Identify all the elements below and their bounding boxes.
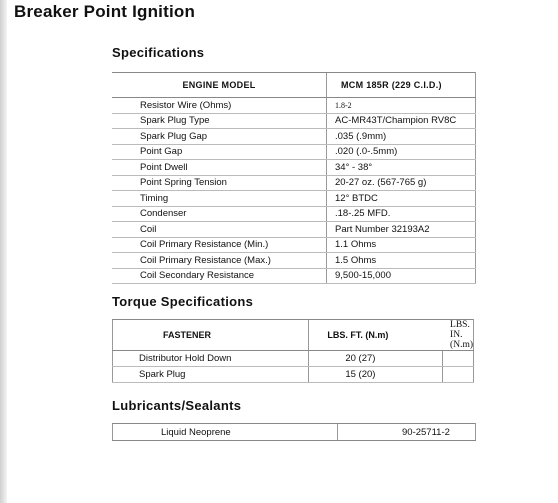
spec-label: Coil Primary Resistance (Min.) <box>112 237 327 253</box>
torque-lbs-in <box>442 351 473 367</box>
spec-value: AC-MR43T/Champion RV8C <box>327 113 476 129</box>
lubricant-name: Liquid Neoprene <box>113 424 338 441</box>
lubricants-table <box>112 423 476 441</box>
table-row <box>112 113 476 129</box>
torque-lbs-ft: 20 (27) <box>309 351 442 367</box>
table-row <box>112 268 476 284</box>
spec-value: 12° BTDC <box>327 191 476 207</box>
spec-label: Point Dwell <box>112 160 327 176</box>
table-row <box>112 160 476 176</box>
spec-value: 1.8-2 <box>327 98 476 114</box>
table-row <box>112 222 476 238</box>
torque-lbs-in <box>442 367 473 383</box>
lubricant-part-number: 90-25711-2 <box>338 424 476 441</box>
table-row <box>112 175 476 191</box>
spec-value: 34° - 38° <box>327 160 476 176</box>
torque-heading: Torque Specifications <box>112 294 254 309</box>
table-row <box>112 129 476 145</box>
page-title: Breaker Point Ignition <box>14 2 196 21</box>
column-header-fastener: FASTENER <box>113 320 309 351</box>
table-row <box>112 237 476 253</box>
spec-value: .035 (.9mm) <box>327 129 476 145</box>
column-header-lbs-in: LBS. IN. (N.m) <box>442 320 473 351</box>
page-edge-shadow <box>0 0 7 503</box>
spec-label: Point Gap <box>112 144 327 160</box>
table-row <box>112 98 476 114</box>
specifications-table <box>112 72 476 284</box>
table-header-row <box>113 320 474 351</box>
spec-value: .020 (.0-.5mm) <box>327 144 476 160</box>
spec-label: Coil Primary Resistance (Max.) <box>112 253 327 269</box>
spec-label: Timing <box>112 191 327 207</box>
specifications-heading: Specifications <box>112 45 205 60</box>
column-header-engine-model: ENGINE MODEL <box>112 73 327 98</box>
table-row <box>113 351 474 367</box>
table-header-row <box>112 73 476 98</box>
spec-value: 1.1 Ohms <box>327 237 476 253</box>
spec-label: Condenser <box>112 206 327 222</box>
spec-label: Point Spring Tension <box>112 175 327 191</box>
torque-table <box>112 319 474 383</box>
column-header-lbs-ft: LBS. FT. (N.m) <box>309 320 442 351</box>
spec-value: Part Number 32193A2 <box>327 222 476 238</box>
spec-label: Spark Plug Gap <box>112 129 327 145</box>
table-row <box>113 367 474 383</box>
spec-value: 9,500-15,000 <box>327 268 476 284</box>
lubricants-heading: Lubricants/Sealants <box>112 398 242 413</box>
torque-lbs-ft: 15 (20) <box>309 367 442 383</box>
spec-label: Spark Plug Type <box>112 113 327 129</box>
column-header-model-value: MCM 185R (229 C.I.D.) <box>327 73 476 98</box>
spec-value: .18-.25 MFD. <box>327 206 476 222</box>
table-row <box>112 191 476 207</box>
spec-label: Resistor Wire (Ohms) <box>112 98 327 114</box>
spec-value: 1.5 Ohms <box>327 253 476 269</box>
table-row <box>112 206 476 222</box>
table-row <box>113 424 476 441</box>
table-row <box>112 144 476 160</box>
spec-label: Coil Secondary Resistance <box>112 268 327 284</box>
table-row <box>112 253 476 269</box>
fastener-name: Spark Plug <box>113 367 309 383</box>
spec-label: Coil <box>112 222 327 238</box>
fastener-name: Distributor Hold Down <box>113 351 309 367</box>
spec-value: 20-27 oz. (567-765 g) <box>327 175 476 191</box>
